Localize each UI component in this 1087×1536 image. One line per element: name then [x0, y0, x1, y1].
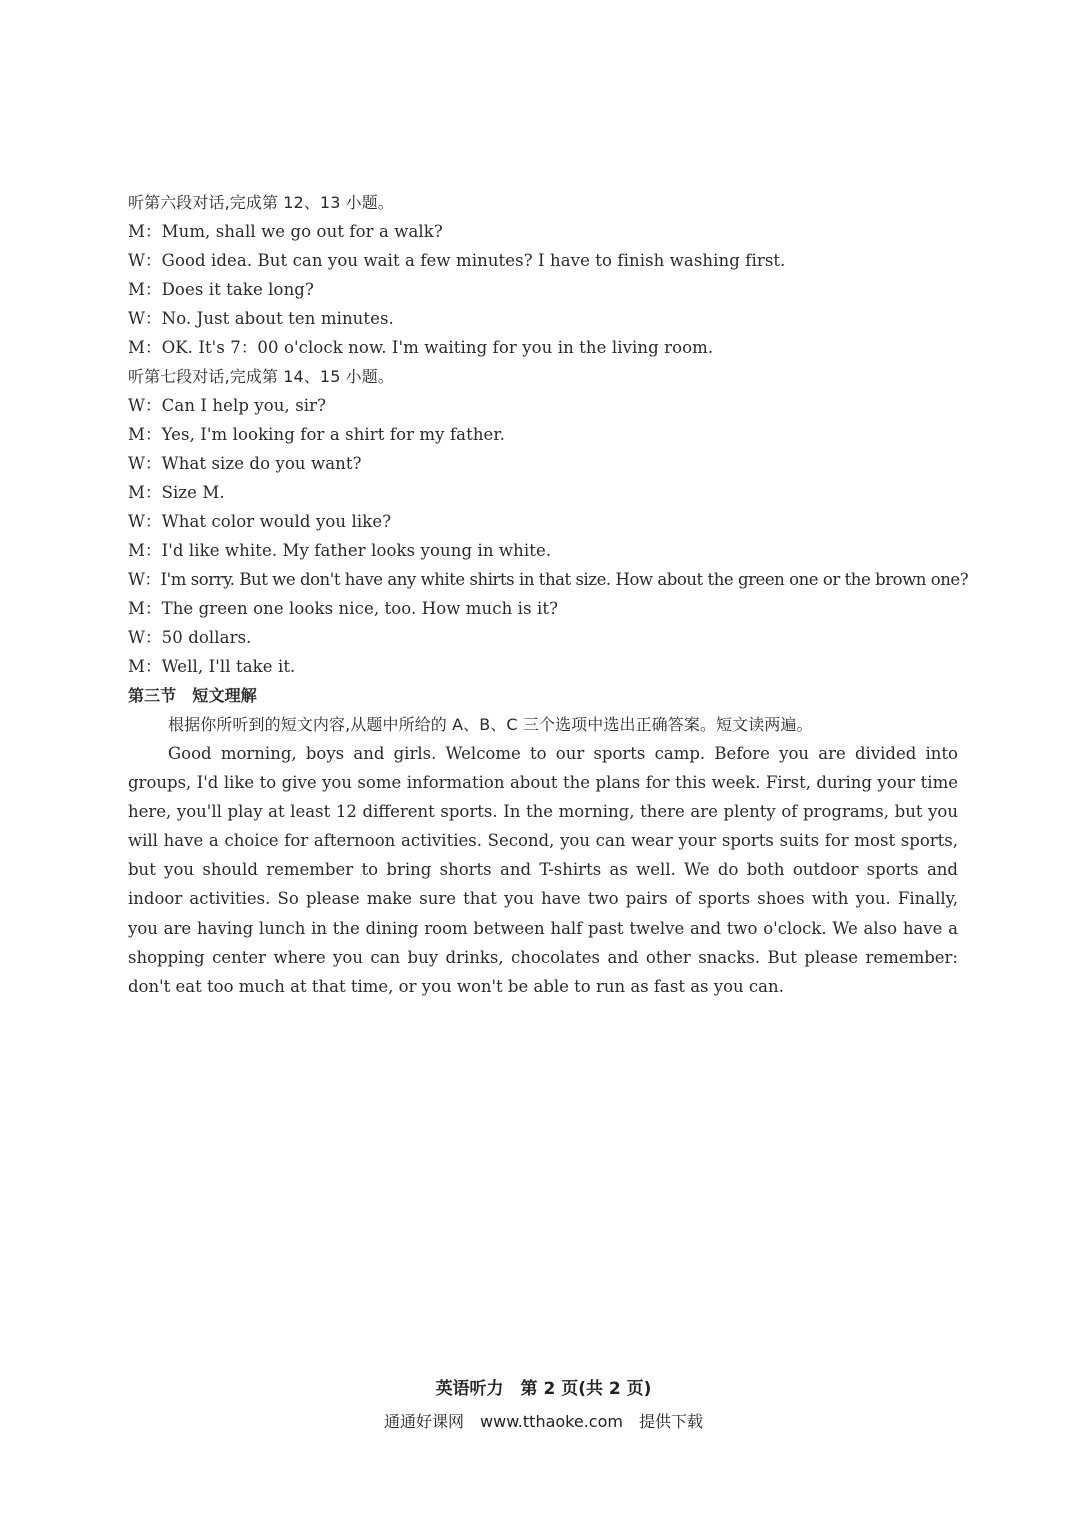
dialogue-line: W：What color would you like?	[128, 512, 392, 531]
page-number-footer: 英语听力 第 2 页(共 2 页)	[435, 1379, 652, 1399]
dialogue-line: W：I'm sorry. But we don't have any white shirts in that size. How about the green one or the brown one?	[128, 570, 969, 589]
dialogue-6-heading: 听第六段对话,完成第 12、13 小题。	[128, 193, 394, 212]
dialogue-line: M：I'd like white. My father looks young in white.	[128, 541, 552, 560]
listening-passage: Good morning, boys and girls. Welcome to our sports camp. Before you are divided into groups, I'd like to give you some information about the plans for this week. First, during your time here, you'll play at least 12 different sports. In the morning, there are plenty of programs, but you will have a choice for afternoon activities. Second, you can wear your sports suits for most sports, but you should remember to bring shorts and T-shirts as well. We do both outdoor sports and indoor activities. So please make sure that you have two pairs of sports shoes with you. Finally, you are having lunch in the dining room between half past twelve and two o'clock. We also have a shopping center where you can buy drinks, chocolates and other snacks. But please remember: don't eat too much at that time, or you won't be able to run as fast as you can.	[128, 744, 958, 996]
dialogue-line: M：The green one looks nice, too. How much is it?	[128, 599, 559, 618]
section-3-title: 第三节 短文理解	[128, 686, 257, 705]
dialogue-line: W：What size do you want?	[128, 454, 362, 473]
dialogue-line: M：Size M.	[128, 483, 225, 502]
dialogue-line: M：Mum, shall we go out for a walk?	[128, 222, 443, 241]
dialogue-line: M：Does it take long?	[128, 280, 314, 299]
dialogue-line: W：Good idea. But can you wait a few minutes? I have to finish washing first.	[128, 251, 786, 270]
source-footer: 通通好课网 www.tthaoke.com 提供下载	[384, 1412, 703, 1431]
page-content	[128, 188, 969, 1001]
dialogue-line: M：Yes, I'm looking for a shirt for my father.	[128, 425, 505, 444]
dialogue-7-heading: 听第七段对话,完成第 14、15 小题。	[128, 367, 394, 386]
dialogue-line: M：Well, I'll take it.	[128, 657, 296, 676]
dialogue-line: W：50 dollars.	[128, 628, 252, 647]
section-3-instruction: 根据你所听到的短文内容,从题中所给的 A、B、C 三个选项中选出正确答案。短文读两遍。	[168, 715, 813, 734]
dialogue-line: M：OK. It's 7：00 o'clock now. I'm waiting for you in the living room.	[128, 338, 714, 357]
dialogue-line: W：Can I help you, sir?	[128, 396, 327, 415]
dialogue-line: W：No. Just about ten minutes.	[128, 309, 394, 328]
